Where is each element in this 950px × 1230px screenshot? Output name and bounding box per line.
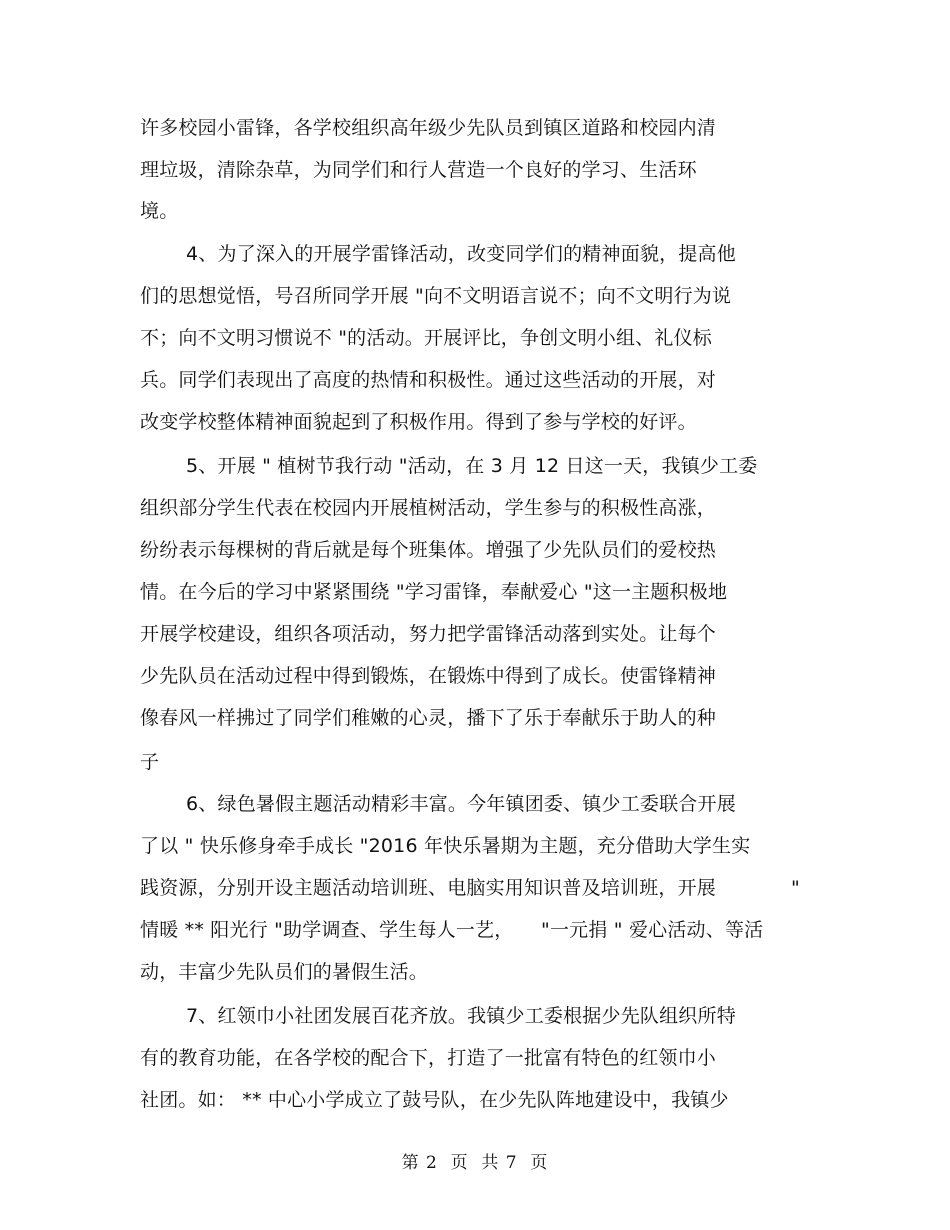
text-line: 纷纷表示每棵树的背后就是每个班集体。增强了少先队员们的爱校热 [140,539,717,561]
text-line: "一元捐 " 爱心活动、等活 [541,919,764,941]
text-line: 开展学校建设，组织各项活动，努力把学雷锋活动落到实处。让每个 [140,623,717,645]
text-line: 情暖 ** 阳光行 "助学调查、学生每人一艺， [140,919,514,941]
text-line: 组织部分学生代表在校园内开展植树活动，学生参与的积极性高涨， [140,497,717,519]
text-line: 6、绿色暑假主题活动精彩丰富。今年镇团委、镇少工委联合开展 [186,793,736,815]
text-line: 不；向不文明习惯说不 "的活动。开展评比，争创文明小组、礼仪标 [140,327,712,349]
text-line: 情。在今后的学习中紧紧围绕 "学习雷锋，奉献爱心 "这一主题积极地 [140,581,728,603]
text-line: 4、为了深入的开展学雷锋活动，改变同学们的精神面貌，提高他 [186,243,736,265]
text-line: 们的思想觉悟，号召所同学开展 "向不文明语言说不；向不文明行为说 [140,285,732,307]
text-line: 许多校园小雷锋，各学校组织高年级少先队员到镇区道路和校园内清 [140,117,717,139]
text-line: 社团。如： ** 中心小学成立了鼓号队，在少先队阵地建设中，我镇少 [140,1089,729,1111]
page-number-footer: 第 2 页 共 7 页 [401,1153,549,1173]
text-line: 改变学校整体精神面貌起到了积极作用。得到了参与学校的好评。 [140,411,697,433]
text-line: 5、开展 " 植树节我行动 "活动，在 3 月 12 日这一天，我镇少工委 [186,455,758,477]
text-line: 兵。同学们表现出了高度的热情和积极性。通过这些活动的开展，对 [140,369,717,391]
text-line: " [791,877,800,899]
text-line: 7、红领巾小社团发展百花齐放。我镇少工委根据少先队组织所特 [186,1005,736,1027]
text-line: 有的教育功能，在各学校的配合下，打造了一批富有特色的红领巾小 [140,1047,717,1069]
text-line: 境。 [140,200,179,222]
text-line: 子 [140,751,160,773]
text-line: 少先队员在活动过程中得到锻炼，在锻炼中得到了成长。使雷锋精神 [140,665,717,687]
text-line: 动，丰富少先队员们的暑假生活。 [140,961,429,983]
text-line: 了以 " 快乐修身牵手成长 "2016 年快乐暑期为主题，充分借助大学生实 [140,835,751,857]
text-line: 践资源，分别开设主题活动培训班、电脑实用知识普及培训班，开展 [140,877,717,899]
text-line: 像春风一样拂过了同学们稚嫩的心灵，播下了乐于奉献乐于助人的种 [140,707,717,729]
text-line: 理垃圾，清除杂草，为同学们和行人营造一个良好的学习、生活环 [140,159,697,181]
